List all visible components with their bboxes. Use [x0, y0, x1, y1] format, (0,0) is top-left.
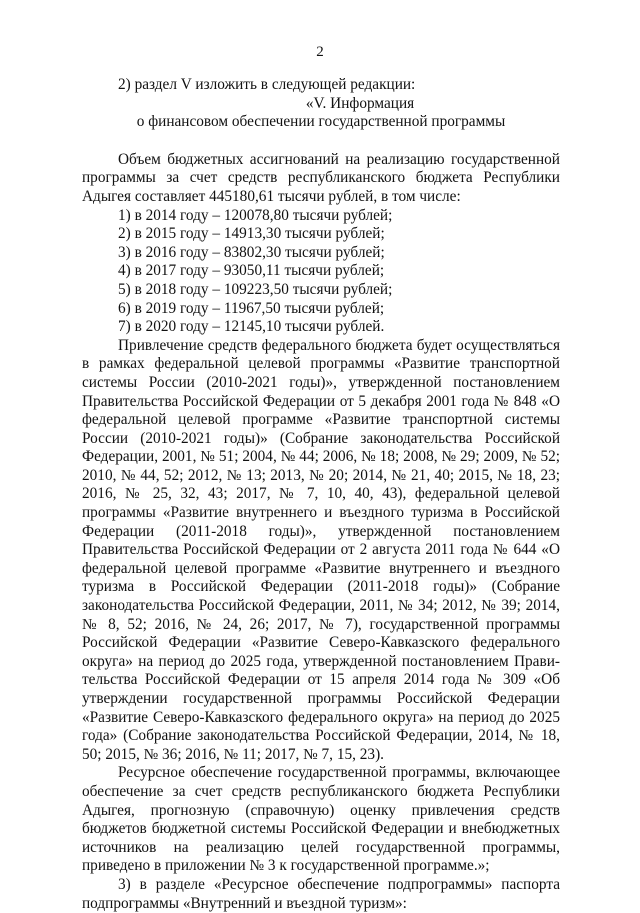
yearly-allocation-list — [82, 207, 560, 337]
paragraph-resource-provision: Ресурсное обеспечение государственной программы, включающее обеспечение за счет средств республиканского бюджета Республики Адыгея, прогнозную (справочную) оценку привлечения средств бюджетов бюджетной системы Российской Федерации и внебюджетных источников на реализацию целей государственной программы, приведено в приложении № 3 к государственной программе.»; — [82, 764, 560, 875]
intro-line: 2) раздел V изложить в следующей редакции: — [118, 76, 416, 93]
list-item: 3) в 2016 году – 83802,30 тысячи рублей; — [118, 243, 385, 261]
paragraph-budget-total: Объем бюджетных ассигнований на реализацию государственной программы за счет средств республиканского бюджета Республики Адыгея составляет 445180,61 тысячи рублей, в том числе: — [82, 150, 560, 205]
spacer — [82, 132, 560, 151]
section-heading-line-1: «V. Информация — [305, 94, 415, 112]
list-item: 6) в 2019 году – 11967,50 тысячи рублей; — [118, 299, 385, 317]
list-item: 1) в 2014 году – 120078,80 тысячи рублей; — [118, 206, 393, 224]
section-heading-line-2: о финансовом обеспечении государственной программы — [136, 113, 506, 131]
paragraph-subprogram-section: 3) в разделе «Ресурсное обеспечение подпрограммы» паспорта подпрограммы «Внутренний и въездной туризм»: — [82, 875, 560, 912]
paragraph-federal-funding: Привлечение средств федерального бюджета будет осуществляться в рамках федеральной целевой программы «Развитие транспортной системы России (2010-2021 годы)», утвержденной постановлением Правительства Российской Федерации от 5 декабря 2001 года № 848 «О федеральной целевой программе «Развитие транспортной системы России (2010-2021 годы)» (Собрание законодательства Российской Федерации, 2001, № 51; 2004, № 44; 2006, № 18; 2008, № 29; 2009, № 52; 2010, № 44, 52; 2012, № 13; 2013, № 20; 2014, № 21, 40; 2015, № 18, 23; 2016, № 25, 32, 43; 2017, № 7, 10, 40, 43), федеральной целевой программы «Развитие внутреннего и въездного туризма в Российской Федерации (2011-2018 годы)», утвержденной постановлением Правительства Российской Федерации от 2 августа 2011 года № 644 «О федеральной целевой программе «Развитие внутреннего и въездного туризма в Российской Федерации (2011-2018 годы)» (Собрание законодательства Российской Федерации, 2011, № 34; 2012, № 39; 2014, № 8, 52; 2016, № 24, 26; 2017, № 7), государственной программы Российской Федерации «Развитие Северо-Кавказского федерального округа» на период до 2025 года, утвержденной постановлением Правительства Российской Федерации от 15 апреля 2014 года № 309 «Об утверждении государственной программы Российской Федерации «Развитие Северо-Кавказского федерального округа» на период до 2025 года» (Собрание законодательства Российской Федерации, 2014, № 18, 50; 2015, № 36; 2016, № 11; 2017, № 7, 15, 23). — [82, 336, 560, 763]
list-item: 2) в 2015 году – 14913,30 тысячи рублей; — [118, 225, 385, 243]
list-item: 7) в 2020 году – 12145,10 тысячи рублей. — [118, 318, 385, 336]
list-item: 5) в 2018 году – 109223,50 тысячи рублей; — [118, 280, 393, 298]
page-number: 2 — [316, 44, 324, 60]
list-item: 4) в 2017 году – 93050,11 тысячи рублей; — [118, 262, 385, 280]
document-body — [82, 76, 560, 913]
